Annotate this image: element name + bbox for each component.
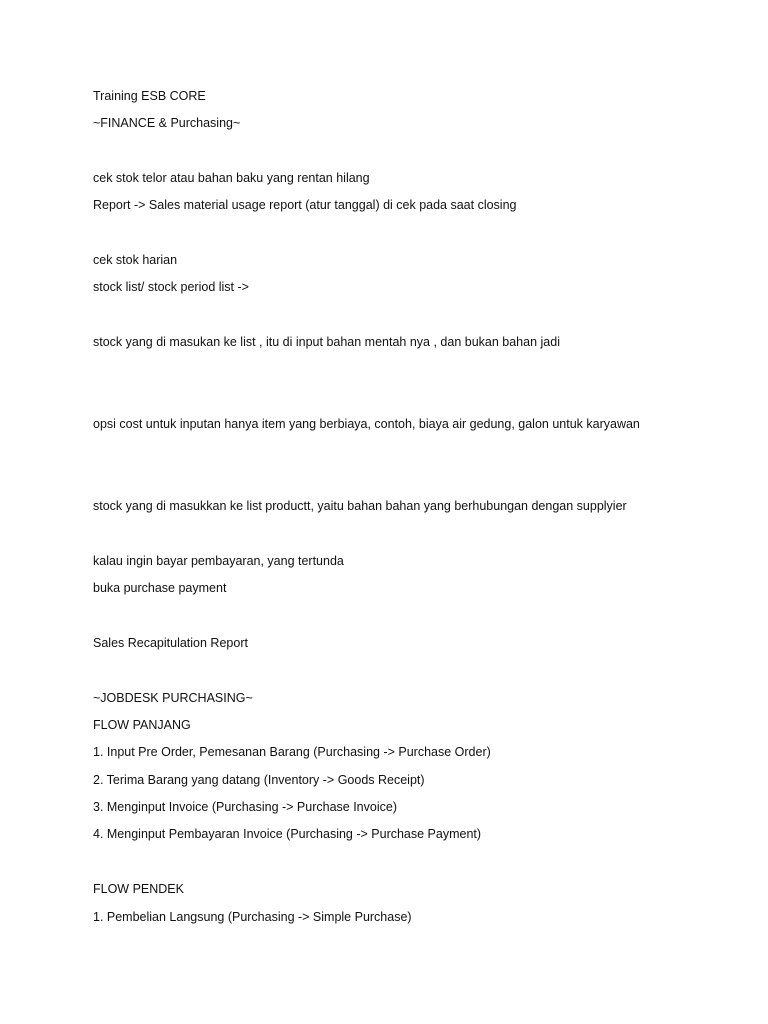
note-line: stock list/ stock period list -> [93, 280, 249, 294]
jobdesk-heading: ~JOBDESK PURCHASING~ [93, 691, 253, 705]
note-line: opsi cost untuk inputan hanya item yang berbiaya, contoh, biaya air gedung, galon untuk karyawan [93, 417, 640, 431]
flow-long-step: 3. Menginput Invoice (Purchasing -> Purchase Invoice) [93, 800, 397, 814]
flow-long-step: 1. Input Pre Order, Pemesanan Barang (Purchasing -> Purchase Order) [93, 745, 491, 759]
note-line: Sales Recapitulation Report [93, 636, 248, 650]
flow-long-step: 4. Menginput Pembayaran Invoice (Purchasing -> Purchase Payment) [93, 827, 482, 841]
note-line: cek stok telor atau bahan baku yang rentan hilang [93, 171, 370, 185]
note-line: cek stok harian [93, 253, 178, 267]
flow-short-heading: FLOW PENDEK [93, 882, 184, 896]
note-line: stock yang di masukan ke list , itu di input bahan mentah nya , dan bukan bahan jadi [93, 335, 560, 349]
note-line: buka purchase payment [93, 581, 227, 595]
note-line: kalau ingin bayar pembayaran, yang tertunda [93, 554, 344, 568]
document-subtitle: ~FINANCE & Purchasing~ [93, 116, 241, 130]
flow-short-step: 1. Pembelian Langsung (Purchasing -> Simple Purchase) [93, 910, 412, 924]
note-line: Report -> Sales material usage report (atur tanggal) di cek pada saat closing [93, 198, 517, 212]
note-line: stock yang di masukkan ke list productt, yaitu bahan bahan yang berhubungan dengan supplyier [93, 499, 627, 513]
document-title: Training ESB CORE [93, 89, 206, 103]
flow-long-step: 2. Terima Barang yang datang (Inventory -> Goods Receipt) [93, 773, 425, 787]
flow-long-heading: FLOW PANJANG [93, 718, 191, 732]
